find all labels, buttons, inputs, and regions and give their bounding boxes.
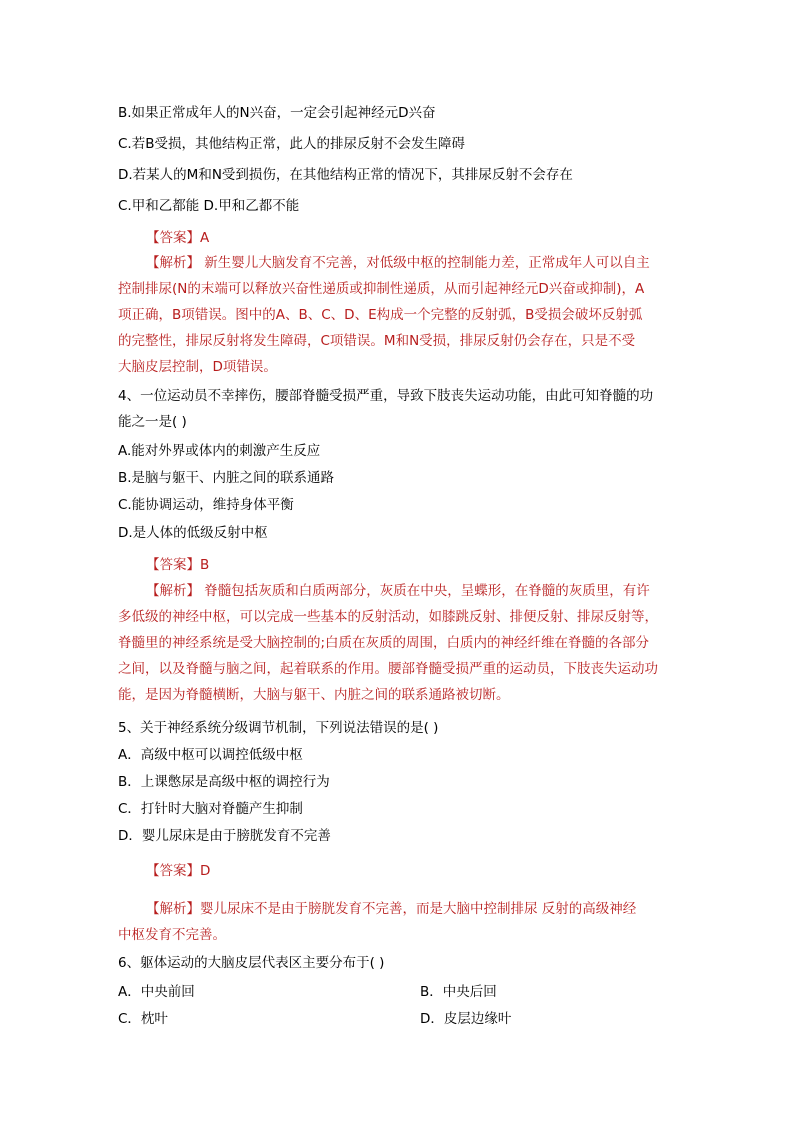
q6-option-a: A．中央前回 bbox=[118, 984, 195, 1000]
q4-option-d: D.是人体的低级反射中枢 bbox=[118, 525, 268, 541]
q6-option-b: B．中央后回 bbox=[420, 984, 497, 1000]
q5-option-c: C．打针时大脑对脊髓产生抑制 bbox=[118, 801, 303, 817]
q5-answer bbox=[146, 861, 210, 881]
q3-option-ef: C.甲和乙都能 D.甲和乙都不能 bbox=[118, 198, 300, 214]
q5-option-d: D．婴儿尿床是由于膀胱发育不完善 bbox=[118, 828, 331, 844]
q4-analysis-line-5: 能，是因为脊髓横断，大脑与躯干、内脏之间的联系通路被切断。 bbox=[118, 687, 510, 703]
answer-label: 【答案】 bbox=[146, 557, 200, 573]
q4-stem-line-1: 4、一位运动员不幸摔伤，腰部脊髓受损严重，导致下肢丧失运动功能，由此可知脊髓的功 bbox=[118, 388, 654, 404]
q6-stem: 6、躯体运动的大脑皮层代表区主要分布于( ) bbox=[118, 955, 385, 971]
analysis-label: 【解析】 bbox=[146, 583, 200, 599]
q6-option-c: C．枕叶 bbox=[118, 1011, 168, 1027]
q4-answer bbox=[146, 555, 209, 575]
q3-analysis-line-4: 的完整性，排尿反射将发生障碍，C项错误。M和N受损，排尿反射仍会存在，只是不受 bbox=[118, 333, 636, 349]
q3-option-c: C.若B受损，其他结构正常，此人的排尿反射不会发生障碍 bbox=[118, 136, 465, 152]
answer-value: A bbox=[200, 230, 210, 246]
answer-value: B bbox=[200, 557, 210, 573]
q4-analysis-line-3: 脊髓里的神经系统是受大脑控制的;白质在灰质的周围，白质内的神经纤维在脊髓的各部分 bbox=[118, 635, 650, 651]
q4-option-c: C.能协调运动，维持身体平衡 bbox=[118, 497, 294, 513]
analysis-label: 【解析】 bbox=[146, 255, 200, 271]
q4-analysis-line-1: 【解析】 脊髓包括灰质和白质两部分，灰质在中央，呈蝶形，在脊髓的灰质里，有许 bbox=[146, 583, 650, 599]
q4-analysis-line-4: 之间，以及脊髓与脑之间，起着联系的作用。腰部脊髓受损严重的运动员，下肢丧失运动功 bbox=[118, 661, 658, 677]
q3-analysis-line-2: 控制排尿(N的末端可以释放兴奋性递质或抑制性递质，从而引起神经元D兴奋或抑制)，A bbox=[118, 281, 645, 297]
q4-option-a: A.能对外界或体内的刺激产生反应 bbox=[118, 443, 321, 459]
q5-option-b: B．上课憋尿是高级中枢的调控行为 bbox=[118, 774, 330, 790]
q3-analysis-line-1: 【解析】 新生婴儿大脑发育不完善，对低级中枢的控制能力差，正常成年人可以自主 bbox=[146, 255, 650, 271]
q4-option-b: B.是脑与躯干、内脏之间的联系通路 bbox=[118, 470, 335, 486]
q3-analysis-line-3: 项正确，B项错误。图中的A、B、C、D、E构成一个完整的反射弧，B受损会破坏反射弧 bbox=[118, 307, 643, 323]
analysis-label: 【解析】 bbox=[146, 901, 200, 917]
q5-stem: 5、关于神经系统分级调节机制，下列说法错误的是( ) bbox=[118, 720, 439, 736]
q3-option-d: D.若某人的M和N受到损伤，在其他结构正常的情况下，其排尿反射不会存在 bbox=[118, 167, 573, 183]
q3-option-b: B.如果正常成年人的N兴奋，一定会引起神经元D兴奋 bbox=[118, 105, 436, 121]
answer-label: 【答案】 bbox=[146, 230, 200, 246]
q4-analysis-line-2: 多低级的神经中枢，可以完成一些基本的反射活动，如膝跳反射、排便反射、排尿反射等， bbox=[118, 609, 658, 625]
answer-value: D bbox=[200, 863, 211, 879]
q6-option-d: D．皮层边缘叶 bbox=[420, 1011, 512, 1027]
q3-analysis-line-5: 大脑皮层控制，D项错误。 bbox=[118, 359, 277, 375]
q4-stem-line-2: 能之一是( ) bbox=[118, 414, 187, 430]
q5-analysis-line-2: 中枢发育不完善。 bbox=[118, 927, 226, 943]
q5-analysis-line-1: 【解析】婴儿尿床不是由于膀胱发育不完善，而是大脑中控制排尿 反射的高级神经 bbox=[146, 901, 637, 917]
q3-answer bbox=[146, 228, 209, 248]
answer-label: 【答案】 bbox=[146, 863, 200, 879]
q5-option-a: A．高级中枢可以调控低级中枢 bbox=[118, 747, 303, 763]
